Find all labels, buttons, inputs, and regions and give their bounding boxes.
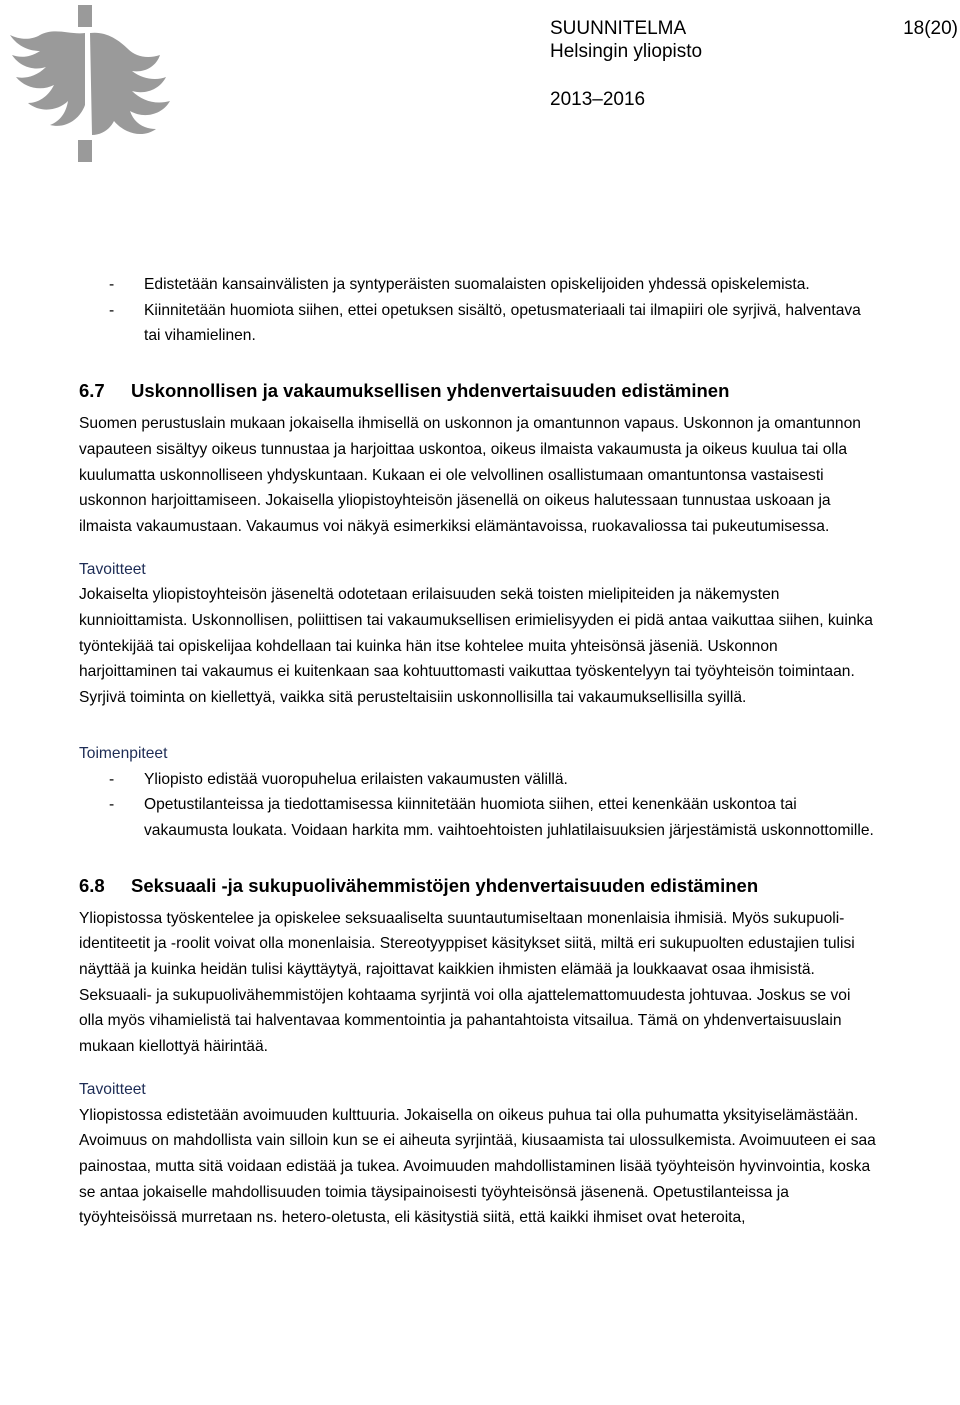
plan-period: 2013–2016	[550, 89, 646, 110]
section-paragraph: Suomen perustuslain mukaan jokaisella ihmisellä on uskonnon ja omantunnon vapaus. Uskonnon ja omantunnon vapauteen sisältyy oikeus tunnustaa ja harjoittaa uskontoa, oikeus ilmaista vakaumusta ja oikeus kuulua tai olla kuulumatta uskonnolliseen yhdyskuntaan. Kukaan ei ole velvollinen osallistumaan omantuntonsa vastaisesti uskonnon harjoittamiseen. Jokaisella yliopistoyhteisön jäsenellä on oikeus halutessaan tunnustaa uskoaan ja ilmaista vakaumustaan. Vakaumus voi näkyä esimerkiksi elämäntavoissa, ruokavaliossa tai pukeutumisessa.	[79, 415, 861, 535]
goals-paragraph: Jokaiselta yliopistoyhteisön jäseneltä odotetaan erilaisuuden sekä toisten mielipiteiden ja näkemysten kunnioittamista. Uskonnollisen, poliittisen tai vakaumuksellisen erimielisyyden ei pidä antaa vaikuttaa siihen, kuinka työntekijää tai opiskelijaa kohdellaan tai kuinka hän itse kohtelee muita yhteisönsä jäseniä. Uskonnon harjoittaminen tai vakaumus ei kuitenkaan saa kohtuuttomasti vaikuttaa työskentelyyn tai työyhteisön toimintaan. Syrjivä toiminta on kiellettyä, vaikka sitä perusteltaisiin uskonnollisilla tai vakaumuksellisilla syillä.	[79, 586, 873, 707]
subheading-actions: Toimenpiteet	[79, 744, 168, 762]
logo-flame-left	[10, 31, 85, 126]
section-paragraph: Yliopistossa työskentelee ja opiskelee seksuaaliselta suuntautumiseltaan monenlaisia ihmisiä. Myös sukupuoli-identiteetit ja -roolit voivat olla monenlaisia. Stereotyyppiset käsitykset siitä, miltä eri sukupuolten edustajien tulisi näyttää ja kuinka heidän tulisi käyttäytyä, rajoittavat kaikkien ihmisten elämää ja loukkaavat osaa ihmisistä. Seksuaali- ja sukupuolivähemmistöjen kohtaama syrjintä voi olla ajattelemattomuudesta johtuvaa. Joskus se voi olla myös vihamielistä tai halventavaa kommentointia ja pahantahtoista vitsailua. Tämä on yhdenvertaisuuslain mukaan kiellottyä häirintää.	[79, 909, 855, 1056]
subheading-goals: Tavoitteet	[79, 560, 146, 578]
document-title: SUUNNITELMA	[550, 18, 687, 39]
document-body	[79, 272, 879, 1231]
logo-cross-bottom	[78, 140, 92, 162]
list-item: - Yliopisto edistää vuoropuhelua erilaisten vakaumusten välillä.	[79, 767, 879, 793]
bullet-dash: -	[109, 301, 115, 319]
bullet-dash: -	[109, 276, 115, 293]
section-number: 6.8	[79, 874, 105, 896]
logo-flame-right	[90, 33, 170, 135]
section-heading-6-7	[79, 379, 879, 403]
subheading-goals: Tavoitteet	[79, 1080, 146, 1098]
list-item: - Opetustilanteissa ja tiedottamisessa kiinnitetään huomiota siihen, ettei kenenkään uskontoa tai vakaumusta loukata. Voidaan harkita mm. vaihtoehtoisten juhlatilaisuuksien järjestämistä uskonnottomille.	[79, 792, 879, 843]
organization-name: Helsingin yliopisto	[550, 41, 703, 62]
list-item: - Kiinnitetään huomiota siihen, ettei opetuksen sisältö, opetusmateriaali tai ilmapiiri ole syrjivä, halventava tai vihamielinen.	[79, 298, 879, 349]
bullet-dash: -	[109, 796, 115, 814]
university-flame-logo	[10, 5, 175, 165]
list-item: - Edistetään kansainvälisten ja syntyperäisten suomalaisten opiskelijoiden yhdessä opiskelemista.	[79, 272, 879, 298]
section-heading-6-8	[79, 874, 879, 898]
goals-paragraph: Yliopistossa edistetään avoimuuden kulttuuria. Jokaisella on oikeus puhua tai olla puhumatta yksityiselämästään. Avoimuus on mahdollista vain silloin kun se ei aiheuta syrjintää, kiusaamista tai ulossulkemista. Avoimuuteen ei saa painostaa, mutta sitä voidaan edistää ja tukea. Avoimuuden mahdollistaminen lisää työyhteisön hyvinvointia, koska se antaa jokaiselle mahdollisuuden toimia täysipainoisesti työyhteisönsä jäsenenä. Opetustilanteissa ja työyhteisöissä murretaan ns. hetero-oletusta, eli käsitystiä siitä, että kaikki ihmiset ovat heteroita,	[79, 1106, 876, 1227]
section-title: Uskonnollisen ja vakaumuksellisen yhdenvertaisuuden edistäminen	[131, 380, 730, 402]
section-title: Seksuaali -ja sukupuolivähemmistöjen yhdenvertaisuuden edistäminen	[131, 874, 759, 896]
logo-cross-top	[78, 5, 92, 27]
bullet-dash: -	[109, 770, 115, 788]
page-number: 18(20)	[903, 18, 958, 39]
section-number: 6.7	[79, 380, 105, 402]
